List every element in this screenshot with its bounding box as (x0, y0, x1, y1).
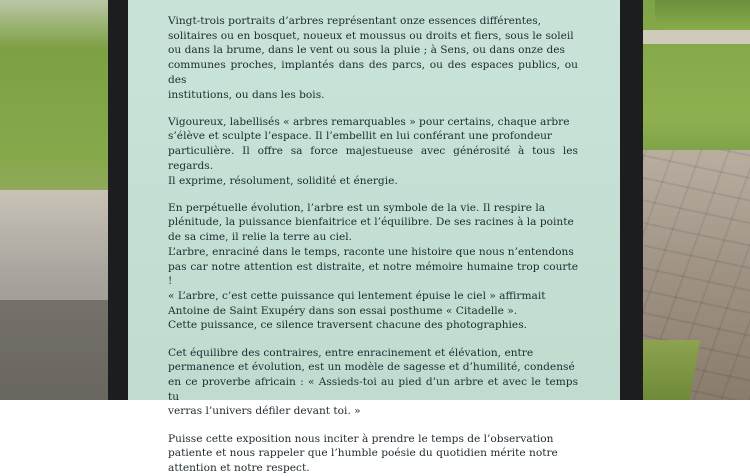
text-line: Cette puissance, ce silence traversent chacune des photographies. (168, 319, 528, 332)
text-line: Il exprime, résolument, solidité et énergie. (168, 174, 398, 187)
paragraph-1 (168, 14, 578, 102)
exhibition-panel-frame (108, 0, 643, 474)
paragraph-5 (168, 432, 578, 476)
ground-shadow (0, 300, 110, 400)
text-line: plénitude, la puissance bienfaitrice et l’équilibre. De ses racines à la pointe (168, 216, 574, 229)
right-background-lawn (625, 0, 750, 400)
text-line: de sa cime, il relie la terre au ciel. (168, 231, 353, 244)
text-line: Puisse cette exposition nous inciter à prendre le temps de l’observation (168, 432, 554, 445)
paragraph-3 (168, 201, 578, 333)
text-line: patiente et nous rappeler que l’humble poésie du quotidien mérite notre (168, 447, 558, 460)
paragraph-4 (168, 346, 578, 420)
text-line: institutions, ou dans les bois. (168, 88, 325, 101)
text-line: Vigoureux, labellisés « arbres remarquables » pour certains, chaque arbre (168, 115, 570, 128)
text-line: en ce proverbe africain : « Assieds-toi au pied d’un arbre et avec le temps tu (168, 375, 578, 403)
hedge (655, 0, 750, 32)
text-line: L’arbre, enraciné dans le temps, raconte une histoire que nous n’entendons (168, 245, 574, 258)
text-line: permanence et évolution, est un modèle de sagesse et d’humilité, condensé (168, 361, 575, 374)
text-line: ou dans la brume, dans le vent ou sous la pluie ; à Sens, ou dans onze des (168, 44, 565, 57)
text-line: communes proches, implantés dans des parcs, ou des espaces publics, ou des (168, 59, 578, 86)
text-line: attention et notre respect. (168, 461, 310, 474)
panel-text (168, 14, 578, 476)
text-line: Cet équilibre des contraires, entre enracinement et élévation, entre (168, 346, 534, 359)
text-line: Vingt-trois portraits d’arbres représentant onze essences différentes, (168, 15, 542, 27)
text-line: verras l’univers défiler devant toi. » (168, 405, 361, 418)
text-line: solitaires ou en bosquet, noueux et moussus ou droits et fiers, sous le soleil (168, 29, 574, 42)
exhibition-text-panel (128, 0, 620, 474)
paragraph-2 (168, 115, 578, 189)
text-line: particulière. Il offre sa force majestueuse avec générosité à tous les regards. (168, 145, 578, 172)
text-line: En perpétuelle évolution, l’arbre est un symbole de la vie. Il respire la (168, 201, 546, 214)
left-background-lawn (0, 0, 110, 400)
curb (625, 30, 750, 44)
text-line: Antoine de Saint Exupéry dans son essai posthume « Citadelle ». (168, 304, 518, 317)
text-line: « L’arbre, c’est cette puissance qui lentement épuise le ciel » affirmait (168, 289, 546, 302)
text-line: s’élève et sculpte l’espace. Il l’embellit en lui conférant une profondeur (168, 130, 552, 143)
text-line: pas car notre attention est distraite, et notre mémoire humaine trop courte ! (168, 260, 578, 288)
